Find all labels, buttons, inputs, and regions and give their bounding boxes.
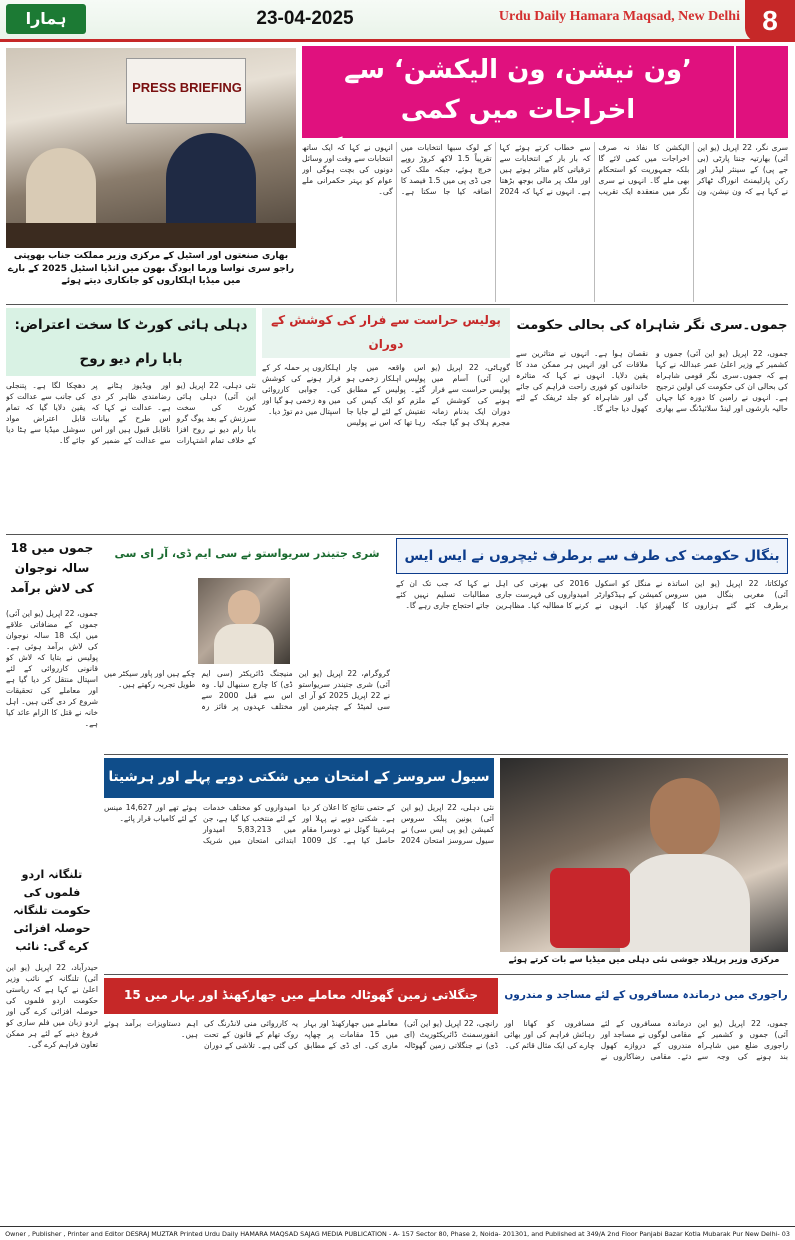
a9-headline: جنگلاتی زمین گھوٹالہ معاملے میں جھارکھنڈ اور بہار میں 15 (104, 978, 498, 1014)
portrait-head (228, 590, 260, 626)
a6-body: کولکاتا، 22 اپریل (یو این آئی) مغربی بنگال میں برطرف کئے گئے ہزاروں اساتذہ نے منگل کو اسکول سروس کمیشن کے ہیڈکوارٹر کا گھیراؤ کیا۔ انہوں نے 2016 کی بھرتی کی اہل امیدواروں کی فہرست جاری کرنے کا مطالبہ کیا۔ مظاہرین نے کہا کہ جب تک ان کے مطالبات تسلیم نہیں کئے جاتے احتجاج جاری رہے گا۔ (396, 579, 788, 610)
a1-headline: جموں۔سری نگر شاہراہ کی بحالی حکومت (516, 318, 788, 333)
speaker-head (650, 778, 720, 858)
a10-headline: راجوری میں درماندہ مسافروں کے لئے مساجد و مندروں (504, 989, 788, 1001)
lead-body: سری نگر، 22 اپریل (یو این آئی) بھارتیہ جنتا پارٹی (بی جے پی) کے سینئر لیڈر اور رکن پارلیمنٹ انوراگ ٹھاکر نے کہا ہے کہ ون نیشن، ون الیکشن کا نفاذ نہ صرف اخراجات میں کمی لائے گا بلکہ جمہوریت کو استحکام بھی ملے گا۔ انہوں نے سری نگر میں منعقدہ ایک تقریب سے خطاب کرتے ہوئے کہا کہ بار بار کے انتخابات سے ترقیاتی کام متاثر ہوتے ہیں اور ملک پر مالی بوجھ بڑھتا ہے۔ انہوں نے کہا کہ 2024 کے لوک سبھا انتخابات میں تقریباً 1.5 لاکھ کروڑ روپے خرچ ہوئے، جبکہ ملک کی جی ڈی پی میں 1.5 فیصد کا اضافہ کیا جا سکتا ہے۔ انہوں نے کہا کہ ایک ساتھ انتخابات سے وقت اور وسائل دونوں کی بچت ہوگی اور عوام کو بہتر حکمرانی ملے گی۔ (302, 143, 788, 196)
a3-headline (6, 308, 256, 376)
a4-headline: جموں میں 18 سالہ نوجوان کی لاش برآمد (10, 541, 94, 595)
speaker-body (620, 854, 750, 952)
a5-headline: شری جتیندر سریواستو نے سی ایم ڈی، آر ای سی (114, 547, 380, 560)
microphones (550, 868, 630, 948)
lead-photo-caption: بھاری صنعتوں اور اسٹیل کے مرکزی وزیر مملکت جناب بھوپتی راجو سری نواسا ورما ایودگ بھون میں انڈیا اسٹیل 2025 کے بارے میں میڈیا اہلکاروں کو جانکاری دیتے ہوئے (7, 251, 295, 286)
a9-body: رانچی، 22 اپریل (یو این آئی) انفورسمنٹ ڈائریکٹوریٹ (ای ڈی) نے جنگلاتی زمین گھوٹالہ معاملے میں جھارکھنڈ اور بہار میں 15 مقامات پر چھاپہ ماری کی۔ ای ڈی کے مطابق یہ کارروائی منی لانڈرنگ کی روک تھام کے قانون کے تحت کی گئی ہے۔ تلاشی کے دوران اہم دستاویزات برآمد ہوئے ہیں۔ (104, 1019, 498, 1050)
a10-body: جموں، 22 اپریل (یو این آئی) جموں و کشمیر کے راجوری ضلع میں شاہراہ بند ہونے کی وجہ سے درماندہ مسافروں کے لئے مقامی لوگوں نے مساجد اور مندروں کے دروازے کھول دئے۔ مقامی رضاکاروں نے مسافروں کو کھانا اور رہائش فراہم کی اور بھائی چارے کی ایک مثال قائم کی۔ (504, 1019, 788, 1061)
divider (6, 304, 788, 305)
lead-photo (6, 48, 296, 248)
a7-body: نئی دہلی، 22 اپریل (یو این آئی) یونین پبلک سروس کمیشن (یو پی ایس سی) نے سیول سروسز امتحان 2024 کے حتمی نتائج کا اعلان کر دیا ہے۔ شکتی دوبے نے پہلا اور ہرشیتا گوئل نے دوسرا مقام حاصل کیا ہے۔ کل 1009 امیدواروں کو مختلف خدمات کے لئے منتخب کیا گیا ہے، جن میں 5,83,213 امیدوار ابتدائی امتحان میں شریک ہوئے تھے اور 14,627 مینس کے لئے کامیاب قرار پائے۔ (104, 803, 494, 845)
portrait-body (214, 624, 274, 664)
press-briefing-text: PRESS BRIEFING (132, 81, 242, 95)
a2-headline-line2 (262, 356, 510, 358)
page-number: 8 (745, 0, 795, 42)
lead-headline (302, 46, 734, 138)
a8-headline: تلنگانہ اردو فلموں کی حکومت تلنگانہ حوصلہ افزائی کرے گی: نائب (13, 868, 91, 953)
lead-headline-line2 (302, 130, 734, 138)
newspaper-logo: ہمارا (6, 4, 86, 34)
divider (104, 974, 788, 975)
masthead (0, 0, 795, 42)
photo-banner (126, 58, 246, 124)
a6-headline: بنگال حکومت کی طرف سے برطرف ٹیچروں نے ایس ایس (396, 538, 788, 574)
a7-photo-caption: مرکزی وزیر پرہلاد جوشی نئی دہلی میں میڈیا سے بات کرتے ہوئے (508, 955, 780, 965)
a2-body: گوہاٹی، 22 اپریل (یو این آئی) آسام میں پولیس حراست سے فرار ہونے کی کوشش کے دوران ایک بدنام زمانہ مجرم ہلاک ہو گیا جبکہ اس واقعہ میں چار پولیس اہلکار زخمی ہو گئے۔ پولیس کے مطابق ملزم کو ایک کیس کی تفتیش کے لئے لے جایا جا رہا تھا کہ اس نے پولیس اہلکاروں پر حملہ کر کے فرار ہونے کی کوشش کی۔ جوابی کارروائی میں وہ زخمی ہو گیا اور اسپتال میں دم توڑ دیا۔ (262, 363, 510, 427)
a7-photo (500, 758, 788, 952)
a4-body: جموں، 22 اپریل (یو این آئی) جموں کے مضافاتی علاقے میں ایک 18 سالہ نوجوان کی لاش برآمد ہوئی ہے۔ پولیس نے بتایا کہ لاش کو قانونی کارروائی کے لئے اسپتال منتقل کر دیا گیا ہے اور معاملے کی تحقیقات شروع کر دی گئی ہیں۔ اہل خانہ نے قتل کا الزام عائد کیا ہے۔ (6, 609, 98, 728)
lead-headline-ornament (734, 46, 788, 138)
a2-headline (262, 308, 510, 358)
a1-body: جموں، 22 اپریل (یو این آئی) جموں و کشمیر کے وزیر اعلیٰ عمر عبداللہ نے کہا ہے کہ جموں۔سری نگر قومی شاہراہ کی بحالی ان کی حکومت کی اولین ترجیح ہے۔ انہوں نے رامبن کا دورہ کیا جہاں حالیہ بارشوں اور لینڈ سلائیڈنگ سے بھاری نقصان ہوا ہے۔ انہوں نے متاثرین سے ملاقات کی اور انہیں ہر ممکن مدد کا یقین دلایا۔ انہوں نے کہا کہ متاثرہ خاندانوں کو فوری راحت فراہم کی جائے گی اور شاہراہ کو جلد ٹریفک کے لئے کھول دیا جائے گا۔ (516, 349, 788, 413)
imprint-footer: Owner , Publisher , Printer and Editor DESRAJ MUZTAR Printed Urdu Daily HAMARA MAQSAD SAJAG MEDIA PUBLICATION - A- 157 Sector 80, Phase 2, Noida- 201301, and Published at 349/A 2nd Floor Panjabi Bazar Kotla Mubarak Pur New Delhi- 03 (0, 1226, 795, 1240)
a3-headline-line1: دہلی ہائی کورٹ کا سخت اعتراض: بابا رام دیو روح (14, 317, 248, 367)
a7-headline: سیول سروسز کے امتحان میں شکتی دوبے پہلے اور ہرشیتا (104, 758, 494, 798)
a2-headline-line1: پولیس حراست سے فرار کی کوشش کے دوران (271, 313, 501, 351)
paper-name: Urdu Daily Hamara Maqsad, New Delhi (498, 9, 740, 24)
divider (104, 754, 788, 755)
divider (6, 534, 788, 535)
a3-body: نئی دہلی، 22 اپریل (یو این آئی) دہلی ہائی کورٹ کی سخت سرزنش کے بعد یوگ گرو بابا رام دیو نے روح افزا کے خلاف تمام اشتہارات اور ویڈیوز ہٹانے پر رضامندی ظاہر کر دی ہے۔ عدالت نے کہا کہ اس طرح کے بیانات ناقابل قبول ہیں اور اس سے عدالت کے ضمیر کو دھچکا لگا ہے۔ پتنجلی کی جانب سے عدالت کو یقین دلایا گیا کہ تمام قابل اعتراض مواد سوشل میڈیا سے ہٹا دیا جائے گا۔ (6, 381, 256, 445)
issue-date: 23-04-2025 (256, 8, 354, 29)
lead-headline-line1: ’ون نیشن، ون الیکشن‘ سے اخراجات میں کمی (344, 55, 692, 125)
a8-body: حیدرآباد، 22 اپریل (یو این آئی) تلنگانہ کے نائب وزیر اعلیٰ نے کہا ہے کہ ریاستی حکومت اردو فلموں کی حوصلہ افزائی کرے گی اور اردو زبان میں فلم سازی کو فروغ دینے کے لئے ہر ممکن تعاون فراہم کرے گی۔ (6, 963, 98, 1049)
a5-photo (198, 578, 290, 664)
table-desk (6, 223, 296, 248)
a5-body: گروگرام، 22 اپریل (یو این آئی) شری جتیندر سریواستو نے 22 اپریل 2025 کو آر ای سی لمیٹڈ کے چیئرمین اور منیجنگ ڈائریکٹر (سی ایم ڈی) کا چارج سنبھال لیا۔ وہ اس سے قبل 2000 سے مختلف عہدوں پر فائز رہ چکے ہیں اور پاور سیکٹر میں طویل تجربہ رکھتے ہیں۔ (104, 669, 390, 711)
